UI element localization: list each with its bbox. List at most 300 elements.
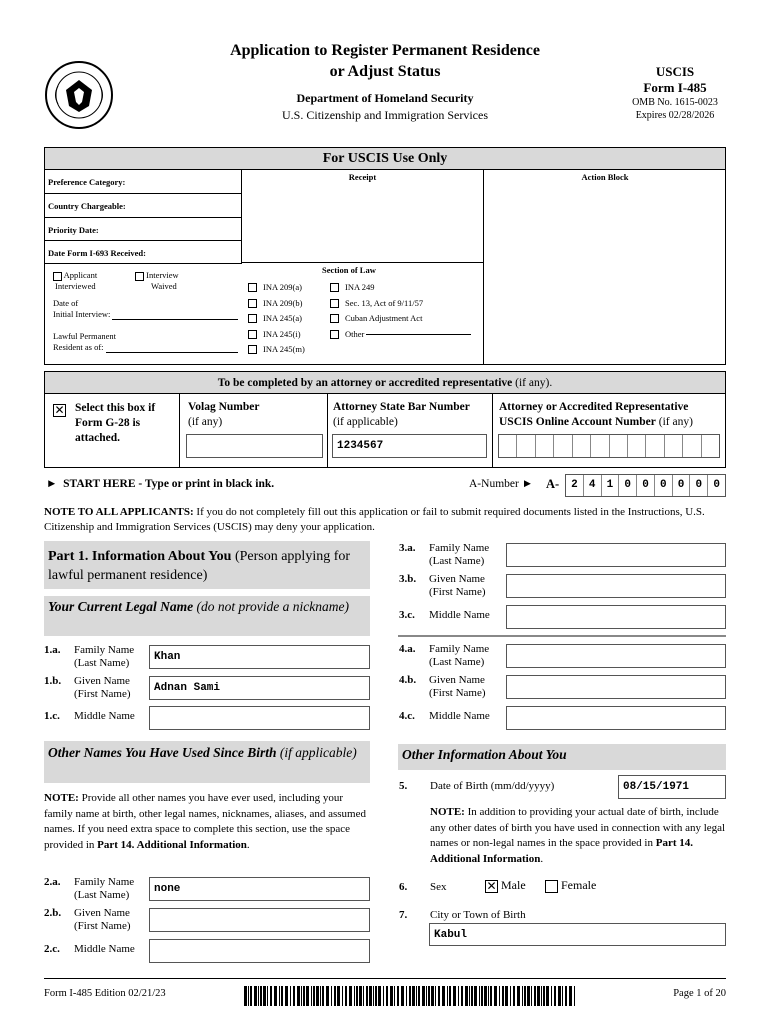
section-of-law-label: Section of Law [322,265,376,275]
barcode [244,986,579,1006]
law-option[interactable] [330,296,480,312]
online-account-digit-box[interactable] [517,435,535,457]
field-label-line-1: Family Name [74,644,135,656]
field-number: 4.a. [399,643,416,655]
law-option-label: Sec. 13, Act of 9/11/57 [345,297,424,308]
initial-interview-date [53,298,238,320]
barcode-bar [274,986,277,1006]
field-number: 3.b. [399,573,417,585]
barcode-bar [517,986,520,1006]
law-option[interactable] [248,280,305,296]
barcode-bar [406,986,407,1006]
law-checkbox[interactable] [330,299,339,308]
barcode-bar [326,986,329,1006]
legal-name-heading-sub: (do not provide a nickname) [193,599,349,614]
barcode-bar [449,986,451,1006]
dob-note-end: . [540,852,544,865]
online-account-cell [493,394,725,467]
field-number: 3.c. [399,609,415,621]
name-input[interactable]: Khan [149,645,370,669]
date-of-label: Date of [53,298,79,308]
barcode-bar [290,986,291,1006]
anumber-digit-box[interactable]: 0 [673,475,691,496]
barcode-bar [543,986,545,1006]
legal-name-heading [44,596,370,636]
barcode-bar [447,986,448,1006]
lawful-permanent-label: Lawful Permanent [53,331,117,341]
attorney-heading-bold: To be completed by an attorney or accredited representative [217,377,513,389]
barcode-bar [363,986,364,1006]
barcode-bar [551,986,552,1006]
g28-checkbox[interactable]: ✕ [54,403,65,417]
field-label [74,644,134,670]
barcode-bar [322,986,324,1006]
field-label-line-1: Given Name [74,675,130,687]
agency: U.S. Citizenship and Immigration Services [282,108,488,122]
barcode-bar [354,986,355,1006]
receipt-label: Receipt [348,172,377,182]
dob-note [430,805,726,867]
field-label-line-2: (First Name) [74,920,131,932]
priority-date-label: Priority Date: [45,218,242,241]
name-input[interactable] [149,706,370,730]
anumber-digit-box[interactable]: 1 [602,475,620,496]
barcode-bar [569,986,572,1006]
field-number: 2.a. [44,876,61,888]
barcode-bar [416,986,417,1006]
sex-male-option[interactable] [485,878,526,893]
barcode-bar [342,986,343,1006]
dob-label: Date of Birth (mm/dd/yyyy) [430,780,555,792]
barcode-bar [306,986,309,1006]
field-number: 2.c. [44,943,60,955]
barcode-bar [375,986,377,1006]
barcode-bar [334,986,336,1006]
anumber-digit-box[interactable]: 2 [566,475,584,496]
preference-category-label: Preference Category: [45,170,242,194]
female-checkbox[interactable] [545,880,558,893]
law-option-label: INA 249 [345,282,375,292]
section-divider [398,635,726,637]
bar-label: Attorney State Bar Number [333,401,470,413]
barcode-bar [458,986,459,1006]
barcode-bar [345,986,347,1006]
barcode-bar [505,986,508,1006]
title-line-1: Application to Register Permanent Residence [230,42,540,59]
barcode-bar [263,986,266,1006]
law-option[interactable] [330,280,480,296]
barcode-bar [534,986,536,1006]
online-label-2-bold: USCIS Online Account Number [499,416,656,428]
barcode-bar [461,986,463,1006]
barcode-bar [293,986,295,1006]
field-label [429,573,486,599]
footer-rule [44,978,726,979]
field-label-line-1: Middle Name [74,943,135,955]
field-label [74,907,131,933]
online-account-digit-box[interactable] [499,435,517,457]
applicant-interviewed-label: Applicant [63,270,98,280]
uscis-use-box [44,147,726,365]
online-account-digit-box[interactable] [610,435,628,457]
online-account-digit-box[interactable] [646,435,664,457]
name-input[interactable] [506,706,726,730]
barcode-bar [510,986,511,1006]
form-title [160,40,610,82]
law-option[interactable] [248,296,305,312]
sex-number: 6. [399,881,408,893]
field-label-line-2: (First Name) [74,688,131,700]
field-label-line-1: Family Name [429,542,490,554]
barcode-bar [301,986,302,1006]
barcode-bar [431,986,434,1006]
field-number: 1.b. [44,675,62,687]
dob-number: 5. [399,780,408,792]
barcode-bar [574,986,575,1006]
barcode-bar [565,986,567,1006]
applicant-interviewed-label-2: Interviewed [55,281,96,291]
law-option-label: INA 209(a) [263,282,302,292]
interview-waived[interactable] [135,270,179,292]
field-label-line-1: Middle Name [429,710,490,722]
attorney-heading [45,372,725,394]
g28-label [75,401,155,446]
law-option[interactable] [248,311,305,327]
other-names-note [44,791,370,853]
barcode-bar [311,986,312,1006]
other-note-end: . [246,838,250,851]
volag-cell [180,394,328,467]
barcode-bar [465,986,468,1006]
field-number: 4.b. [399,674,417,686]
field-label [429,674,486,700]
barcode-bar [397,986,399,1006]
barcode-bar [412,986,415,1006]
g28-cell [45,394,180,467]
barcode-bar [279,986,280,1006]
law-option[interactable] [248,327,305,343]
barcode-bar [558,986,561,1006]
expires: Expires 02/28/2026 [635,110,715,121]
online-account-digit-box[interactable] [573,435,591,457]
barcode-bar [356,986,358,1006]
online-account-digit-box[interactable] [665,435,683,457]
city-input[interactable]: Kabul [429,923,726,946]
field-number: 1.a. [44,644,61,656]
volag-sub: (if any) [188,416,223,428]
law-right-list [330,280,480,342]
city-label: City or Town of Birth [430,909,526,921]
anumber-digit-box[interactable]: 0 [690,475,708,496]
section-of-law-area [242,263,484,364]
law-checkbox[interactable] [330,283,339,292]
sex-female-option[interactable] [545,878,596,893]
anumber-digit-box[interactable]: 0 [619,475,637,496]
field-number: 3.a. [399,542,416,554]
dob-note-bold2: Part 14. Additional Information [430,837,694,865]
law-checkbox[interactable] [330,314,339,323]
barcode-bar [359,986,362,1006]
barcode-bar [562,986,563,1006]
title-line-2: or Adjust Status [329,63,441,80]
barcode-bar [303,986,305,1006]
field-label [74,876,134,902]
barcode-bar [422,986,425,1006]
barcode-bar [248,986,249,1006]
attorney-heading-normal: (if any). [512,377,553,389]
applicant-interviewed[interactable] [53,270,97,292]
barcode-bar [469,986,470,1006]
volag-number-input[interactable] [186,434,323,458]
attorney-box [44,371,726,468]
barcode-bar [453,986,456,1006]
male-label: Male [501,878,526,892]
online-label: Attorney or Accredited Representative [499,401,689,413]
interview-waived-label-2: Waived [151,281,177,291]
barcode-bar [428,986,430,1006]
footer-edition: Form I-485 Edition 02/21/23 [44,988,166,999]
law-option-label: INA 209(b) [263,297,303,308]
name-input[interactable] [506,605,726,629]
barcode-bar [488,986,489,1006]
initial-interview-label: Initial Interview: [53,309,111,319]
name-input[interactable] [149,939,370,963]
barcode-bar [390,986,393,1006]
field-number: 4.c. [399,710,415,722]
receipt-area [242,170,484,263]
barcode-bar [373,986,374,1006]
g28-label-2: Form G-28 is [75,417,141,429]
barcode-bar [442,986,445,1006]
part1-title-bold: Part 1. Information About You [48,549,232,564]
part1-title [44,541,370,589]
a-prefix: A- [546,477,560,491]
law-option[interactable] [248,342,305,358]
barcode-bar [513,986,515,1006]
barcode-bar [541,986,542,1006]
part1-title-normal: (Person applying for lawful permanent residence) [48,549,351,583]
field-label-line-2: (Last Name) [74,657,130,669]
date-i693-label: Date Form I-693 Received: [45,241,242,264]
barcode-bar [244,986,247,1006]
law-option-label: Cuban Adjustment Act [345,313,423,323]
start-arrow-icon: ► [46,478,58,490]
name-input[interactable] [506,675,726,699]
online-account-digit-box[interactable] [591,435,609,457]
online-account-digit-box[interactable] [702,435,719,457]
name-input[interactable]: none [149,877,370,901]
country-chargeable-label: Country Chargeable: [45,194,242,218]
online-account-input[interactable] [498,434,720,458]
dob-note-bold: NOTE: [430,806,465,818]
law-option[interactable] [330,311,480,327]
other-names-heading-sub: (if applicable) [276,745,357,760]
start-text: START HERE - Type or print in black ink. [63,478,275,490]
barcode-bar [285,986,288,1006]
barcode-bar [260,986,262,1006]
barcode-bar [438,986,440,1006]
barcode-bar [490,986,492,1006]
other-names-heading-bold: Other Names You Have Used Since Birth [48,745,277,760]
barcode-bar [258,986,259,1006]
barcode-bar [281,986,283,1006]
barcode-bar [320,986,321,1006]
sex-label: Sex [430,881,447,893]
field-label-line-1: Given Name [74,907,130,919]
barcode-bar [297,986,300,1006]
other-law-line[interactable] [366,334,471,335]
omb-number: OMB No. 1615-0023 [632,97,718,108]
anumber-digit-box[interactable]: 0 [655,475,673,496]
barcode-bar [531,986,532,1006]
other-note-text: Provide all other names you have ever used, including your family name at birth, other legal names, nicknames, aliases, and assumed names. If you need extra space to complete this section, use the space provided in [44,792,366,851]
department: Department of Homeland Security [296,91,474,105]
field-label-line-2: (First Name) [429,687,486,699]
barcode-bar [254,986,257,1006]
online-account-digit-box[interactable] [536,435,554,457]
other-info-heading: Other Information About You [398,744,726,770]
barcode-bar [401,986,404,1006]
barcode-bar [522,986,523,1006]
field-label [429,643,489,669]
barcode-bar [409,986,411,1006]
barcode-bar [435,986,436,1006]
barcode-bar [484,986,487,1006]
law-checkbox[interactable] [248,330,257,339]
lpr-date [53,331,238,353]
note-all-bold: NOTE TO ALL APPLICANTS: [44,506,194,518]
bar-sub: (if applicable) [333,416,398,428]
barcode-bar [546,986,549,1006]
barcode-bar [537,986,540,1006]
field-label-line-1: Family Name [429,643,490,655]
anumber-digit-box[interactable]: 0 [637,475,655,496]
field-label-line-2: (First Name) [429,586,486,598]
start-here [46,478,274,490]
barcode-bar [479,986,480,1006]
law-left-list [248,280,305,358]
field-label-line-2: (Last Name) [429,656,485,668]
anumber-digit-box[interactable]: 4 [584,475,602,496]
field-label-line-1: Given Name [429,573,485,585]
male-checkbox[interactable]: ✕ [486,878,497,893]
barcode-bar [383,986,384,1006]
field-label-line-1: Family Name [74,876,135,888]
barcode-bar [471,986,473,1006]
name-input[interactable] [506,574,726,598]
applicant-interviewed-checkbox[interactable] [53,272,62,281]
g28-label-3: attached. [75,432,121,444]
law-checkbox[interactable] [248,345,257,354]
name-input[interactable]: Adnan Sami [149,676,370,700]
footer-page: Page 1 of 20 [673,988,726,999]
g28-label-1: Select this box if [75,402,156,414]
law-option-label: Other [345,328,365,339]
barcode-bar [313,986,315,1006]
name-input[interactable] [506,543,726,567]
field-number: 2.b. [44,907,62,919]
field-label-line-2: (Last Name) [74,889,130,901]
dob-note-text: In addition to providing your actual date of birth, include any other dates of birth you have used in connection with any legal names or non-legal names in the space provided in [430,806,726,849]
barcode-bar [481,986,483,1006]
city-number: 7. [399,909,408,921]
barcode-bar [349,986,352,1006]
barcode-bar [499,986,500,1006]
barcode-bar [337,986,340,1006]
anumber-digit-box[interactable]: 0 [713,479,720,491]
field-label [429,710,490,723]
barcode-bar [270,986,272,1006]
barcode-bar [494,986,497,1006]
resident-as-of-line[interactable] [106,342,238,353]
other-note-bold: NOTE: [44,792,79,804]
law-checkbox[interactable] [248,299,257,308]
dob-input[interactable]: 08/15/1971 [618,775,726,799]
name-input[interactable] [506,644,726,668]
action-block-label: Action Block [581,172,629,182]
field-label [74,710,135,723]
barcode-bar [554,986,556,1006]
field-label [429,542,489,568]
field-label [429,609,490,622]
field-label-line-1: Middle Name [429,609,490,621]
barcode-bar [502,986,504,1006]
bar-cell [328,394,493,467]
agency-short: USCIS [655,64,695,79]
resident-as-of-label: Resident as of: [53,342,104,352]
anumber-input[interactable] [565,474,726,497]
law-option-label: INA 245(i) [263,328,301,339]
barcode-bar [267,986,268,1006]
legal-name-heading-bold: Your Current Legal Name [48,599,194,614]
name-input[interactable] [149,908,370,932]
law-checkbox[interactable] [248,283,257,292]
law-option[interactable] [330,327,480,343]
form-number: Form I-485 [643,80,707,95]
barcode-bar [394,986,395,1006]
barcode-bar [369,986,372,1006]
note-all-applicants [44,505,728,535]
field-label-line-2: (Last Name) [429,555,485,567]
barcode-bar [524,986,526,1006]
interview-waived-checkbox[interactable] [135,272,144,281]
online-account-digit-box[interactable] [554,435,572,457]
anumber-label: A-Number ► [469,478,534,490]
field-label-line-1: Middle Name [74,710,135,722]
barcode-bar [366,986,368,1006]
law-option-label: INA 245(a) [263,313,302,323]
barcode-bar [527,986,530,1006]
barcode-bar [378,986,381,1006]
volag-label: Volag Number [188,401,260,413]
online-account-digit-box[interactable] [683,435,701,457]
online-label-2-normal: (if any) [655,416,693,428]
initial-interview-line[interactable] [112,309,238,320]
barcode-bar [250,986,252,1006]
uscis-use-title: For USCIS Use Only [45,148,725,170]
barcode-bar [418,986,420,1006]
law-checkbox[interactable] [248,314,257,323]
note-all-text: If you do not completely fill out this application or fail to submit required documents listed in the Instructions, U.S. Citizenship and Immigration Services (USCIS) may deny your application. [44,506,705,533]
barcode-bar [386,986,388,1006]
law-checkbox[interactable] [330,330,339,339]
online-account-digit-box[interactable] [628,435,646,457]
online-label-2 [499,416,693,428]
bar-number-input[interactable]: 1234567 [332,434,487,458]
female-label: Female [561,878,597,892]
field-number: 1.c. [44,710,60,722]
interview-waived-label: Interview [146,270,179,280]
